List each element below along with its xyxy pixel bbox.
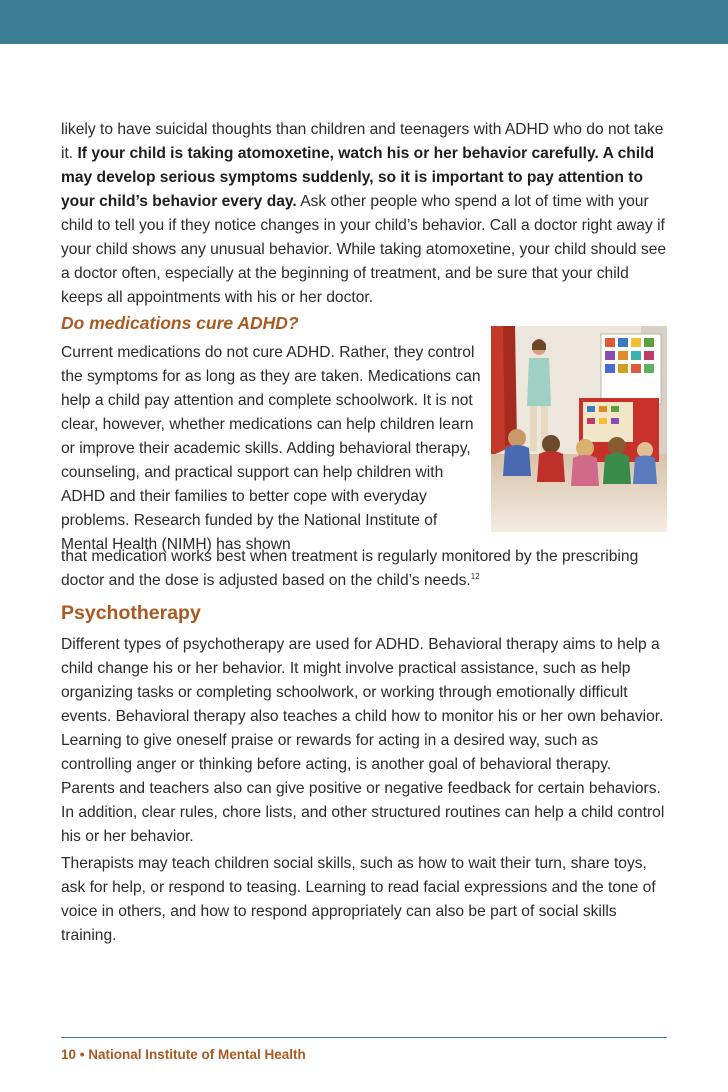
footnote-marker: 12: [470, 571, 480, 581]
medications-continued-text: that medication works best when treatment is regularly monitored by the prescribing doctor and the dose is adjusted based on the child’s needs.: [61, 548, 639, 589]
classroom-photo: [491, 326, 667, 532]
footer-rule: [61, 1037, 667, 1038]
medications-full-text: [61, 545, 669, 593]
medications-heading: Do medications cure ADHD?: [61, 313, 299, 333]
medications-wrapped-text: Current medications do not cure ADHD. Rather, they control the symptoms for as long as they are taken. Medications can help a child pay attention and complete schoolwork. It is not clear, however, whether medications can help children learn or improve their academic skills. Adding behavioral therapy, counseling, and practical support can help children with ADHD and their families to better cope with everyday problems. Research funded by the National Institute of Mental Health (NIMH) has shown: [61, 344, 481, 553]
psychotherapy-heading: Psychotherapy: [61, 602, 201, 624]
intro-bold-warning: If your child is taking atomoxetine, watch his or her behavior carefully. A child may develop serious symptoms suddenly, so it is important to pay attention to your child’s behavior every day.: [61, 145, 654, 210]
intro-paragraph: [61, 118, 669, 310]
classroom-illustration: [491, 326, 667, 532]
intro-text-start: likely to have suicidal thoughts than children and teenagers with ADHD who do not take it.: [61, 121, 664, 162]
intro-text-end: Ask other people who spend a lot of time with your child to tell you if they notice changes in your child’s behavior. Call a doctor right away if your child shows any unusual behavior. While taking atomoxetine, your child should see a doctor often, especially at the beginning of treatment, and be sure that your child keeps all appointments with his or her doctor.: [61, 193, 667, 306]
psychotherapy-paragraph-2: Therapists may teach children social skills, such as how to wait their turn, share toys, ask for help, or respond to teasing. Learning to read facial expressions and the tone of voice in others, and how to respond appropriately can also be part of social skills training.: [61, 855, 656, 944]
psychotherapy-paragraph-1: Different types of psychotherapy are used for ADHD. Behavioral therapy aims to help a child change his or her behavior. It might involve practical assistance, such as help organizing tasks or completing schoolwork, or working through emotionally difficult events. Behavioral therapy also teaches a child how to monitor his or her own behavior. Learning to give oneself praise or rewards for acting in a desired way, such as controlling anger or thinking before acting, is another goal of behavioral therapy. Parents and teachers also can give positive or negative feedback for certain behaviors. In addition, clear rules, chore lists, and other structured routines can help a child control his or her behavior.: [61, 636, 665, 845]
header-bar: [0, 0, 728, 44]
page-footer: 10 • National Institute of Mental Health: [61, 1047, 306, 1062]
